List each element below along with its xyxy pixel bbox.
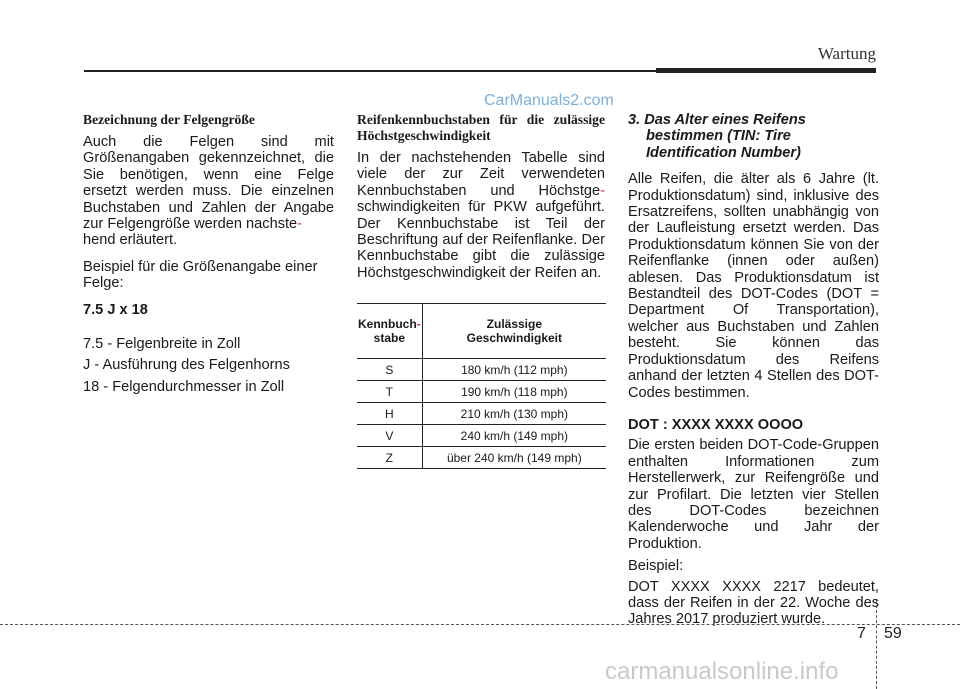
watermark-link[interactable]: CarManuals2.com <box>484 92 614 109</box>
table-row <box>357 425 606 447</box>
example-label: Beispiel: <box>628 558 684 575</box>
speed-rating-table <box>357 303 606 469</box>
table-header-speed: Zulässige Geschwindigkeit <box>422 304 606 359</box>
table-header-row <box>357 304 606 359</box>
table-row <box>357 381 606 403</box>
speed-rating-heading: Reifenkennbuchstaben für die zulässige Höchstgeschwindigkeit <box>357 112 605 143</box>
table-cell-speed: 210 km/h (130 mph) <box>422 403 606 425</box>
table-cell-speed: 240 km/h (149 mph) <box>422 425 606 447</box>
speed-rating-text: In der nachstehenden Tabelle sind viele der zur Zeit verwendeten Kennbuchstaben und Höchstge- schwindigkeiten für PKW aufgeführt. Der Kennbuchstabe ist Teil der Beschriftung auf der Reifenflanke. Der Kennbuchstabe gibt die zulässige Höchstgeschwindigkeit der Reifen an. <box>357 150 605 281</box>
table-row <box>357 403 606 425</box>
table-cell-speed: 180 km/h (112 mph) <box>422 359 606 381</box>
table-cell-letter: Z <box>357 447 422 469</box>
dot-example: DOT XXXX XXXX 2217 bedeutet, dass der Reifen in der 22. Woche des Jahres 2017 produziert wurde. <box>628 578 879 628</box>
rim-size-item: 7.5 - Felgenbreite in Zoll <box>83 336 241 353</box>
column-tire-age <box>628 112 879 638</box>
footer-divider <box>876 600 877 689</box>
dot-code-explanation: Die ersten beiden DOT-Code-Gruppen enthalten Informationen zum Herstellerwerk, zur Reifengröße und zur Profilart. Die letzten vier Stellen des DOT-Codes bezeichnen Kalenderwoche und Jahr der Produktion. <box>628 437 879 552</box>
rim-size-example: 7.5 J x 18 <box>83 301 148 318</box>
rim-size-item: J - Ausführung des Felgenhorns <box>83 357 290 374</box>
page-number: 59 <box>884 625 902 642</box>
table-cell-letter: V <box>357 425 422 447</box>
header-rule <box>84 70 656 72</box>
rim-size-example-intro: Beispiel für die Größenangabe einer Felge: <box>83 258 318 292</box>
section-title: Wartung <box>817 44 876 63</box>
tire-age-heading: 3. Das Alter eines Reifens bestimmen (TIN: Tire Identification Number) <box>628 112 806 161</box>
header-rule-thick <box>656 68 876 73</box>
column-rim-size <box>83 112 334 400</box>
rim-size-heading: Bezeichnung der Felgengröße <box>83 112 255 127</box>
table-cell-speed: 190 km/h (118 mph) <box>422 381 606 403</box>
tire-age-text: Alle Reifen, die älter als 6 Jahre (lt. Produktionsdatum) sind, inklusive des Ersatzreifens, sollten unabhängig von der Laufleistung ersetzt werden. Das Produktionsdatum können Sie von der Reifenflanke (innen oder außen) ablesen. Das Produktionsdatum ist Bestandteil des DOT-Codes (DOT = Department Of Transportation), welcher aus Buchstaben und Zahlen besteht. Sie können das Produktionsdatum des Reifens anhand der letzten 4 Stellen des DOT-Codes bestimmen. <box>628 171 879 401</box>
column-speed-rating <box>357 112 605 291</box>
table-row <box>357 447 606 469</box>
table-cell-speed: über 240 km/h (149 mph) <box>422 447 606 469</box>
dot-code: DOT : XXXX XXXX OOOO <box>628 416 804 433</box>
table-cell-letter: H <box>357 403 422 425</box>
footer-rule <box>0 624 960 625</box>
table-cell-letter: S <box>357 359 422 381</box>
table-header-letter: Kennbuch- stabe <box>357 304 422 359</box>
chapter-number: 7 <box>857 625 866 642</box>
table-row <box>357 359 606 381</box>
rim-size-intro: Auch die Felgen sind mit Größenangaben gekennzeichnet, die Sie benötigen, wenn eine Felge ersetzt werden muss. Die einzelnen Buchstaben und Zahlen der Angabe zur Felgengröße werden nachste- hend erläutert. <box>83 134 334 249</box>
watermark-bottom-link[interactable]: carmanualsonline.info <box>605 658 839 685</box>
table-cell-letter: T <box>357 381 422 403</box>
rim-size-item: 18 - Felgendurchmesser in Zoll <box>83 378 285 395</box>
